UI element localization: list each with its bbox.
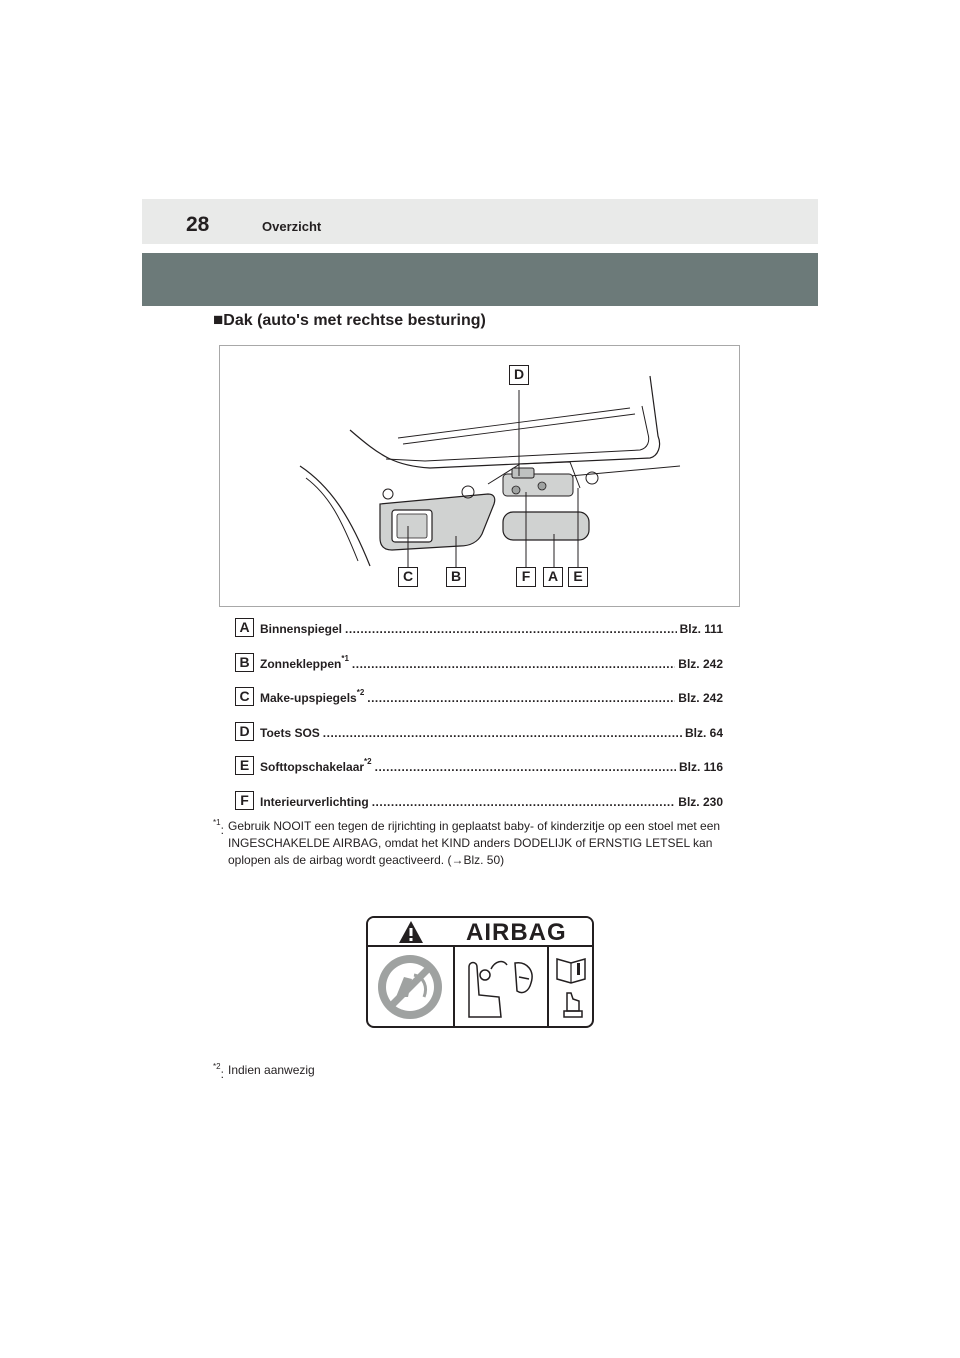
dot-leader [375, 760, 676, 774]
list-item [235, 687, 723, 722]
page-number: 28 [186, 213, 210, 236]
item-label: Binnenspiegel [260, 622, 343, 636]
footnote-mark: $^{*1}$: [213, 818, 224, 837]
callout-f: F [516, 567, 536, 587]
list-item [235, 756, 723, 791]
item-letter: A [235, 618, 254, 637]
item-page: Blz. 116 [678, 760, 723, 774]
footnote-text: Indien aanwezig [228, 1063, 315, 1077]
footnote-1 [213, 818, 735, 869]
item-letter: C [235, 687, 254, 706]
dot-leader [323, 726, 682, 740]
header-bar [142, 199, 818, 244]
heading-square-icon: ■ [213, 310, 224, 329]
item-page: Blz. 230 [678, 794, 723, 809]
item-letter: D [235, 722, 254, 741]
roof-illustration [219, 345, 740, 607]
item-label: Interieurverlichting [260, 794, 369, 809]
item-letter: F [235, 791, 254, 810]
item-label: Make-upspiegels [260, 691, 357, 705]
item-label: Toets SOS [260, 725, 320, 740]
section-title: Overzicht [262, 219, 322, 234]
item-sup: *2 [356, 688, 365, 697]
warning-triangle-icon [398, 920, 424, 944]
callout-a: A [543, 567, 563, 587]
item-letter: B [235, 653, 254, 672]
section-band [142, 253, 818, 306]
dot-leader [367, 691, 675, 705]
list-item [235, 722, 723, 757]
item-label: Softtopschakelaar [260, 760, 365, 774]
legend-list [235, 618, 723, 825]
list-item [235, 618, 723, 653]
item-page: Blz. 111 [679, 622, 723, 636]
callout-b: B [446, 567, 466, 587]
airbag-text: AIRBAG [466, 919, 567, 946]
roof-drawing [220, 346, 741, 608]
callout-e: E [568, 567, 588, 587]
item-page: Blz. 64 [684, 725, 723, 740]
dot-leader [345, 622, 677, 636]
footnote-text: Gebruik NOOIT een tegen de rijrichting in geplaatst baby- of kinderzitje op een stoel met een INGESCHAKELDE AIRBAG, omdat het KIND anders DODELIJK of ERNSTIG LETSEL kan oplopen als de airbag wordt geactiveerd. (→Blz. 50) [228, 819, 721, 867]
item-page: Blz. 242 [678, 656, 723, 671]
dot-leader [352, 657, 675, 671]
seat-airbag-icon [455, 947, 547, 1028]
dot-leader [372, 795, 676, 809]
list-item [235, 653, 723, 688]
item-label: Zonnekleppen [260, 656, 342, 671]
subsection-heading [213, 310, 486, 330]
heading-text: Dak (auto's met rechtse besturing) [223, 312, 486, 329]
item-letter: E [235, 756, 254, 775]
footnote-2 [213, 1062, 735, 1079]
callout-c: C [398, 567, 418, 587]
footnote-mark: $^{*2}$: [213, 1062, 224, 1081]
callout-d: D [509, 365, 529, 385]
item-sup: *2 [364, 757, 372, 766]
airbag-warning-label [366, 916, 594, 1028]
item-page: Blz. 242 [678, 691, 723, 705]
item-sup: *1 [341, 653, 349, 663]
no-rear-facing-seat-icon [368, 947, 453, 1028]
read-manual-icon [549, 947, 594, 1028]
